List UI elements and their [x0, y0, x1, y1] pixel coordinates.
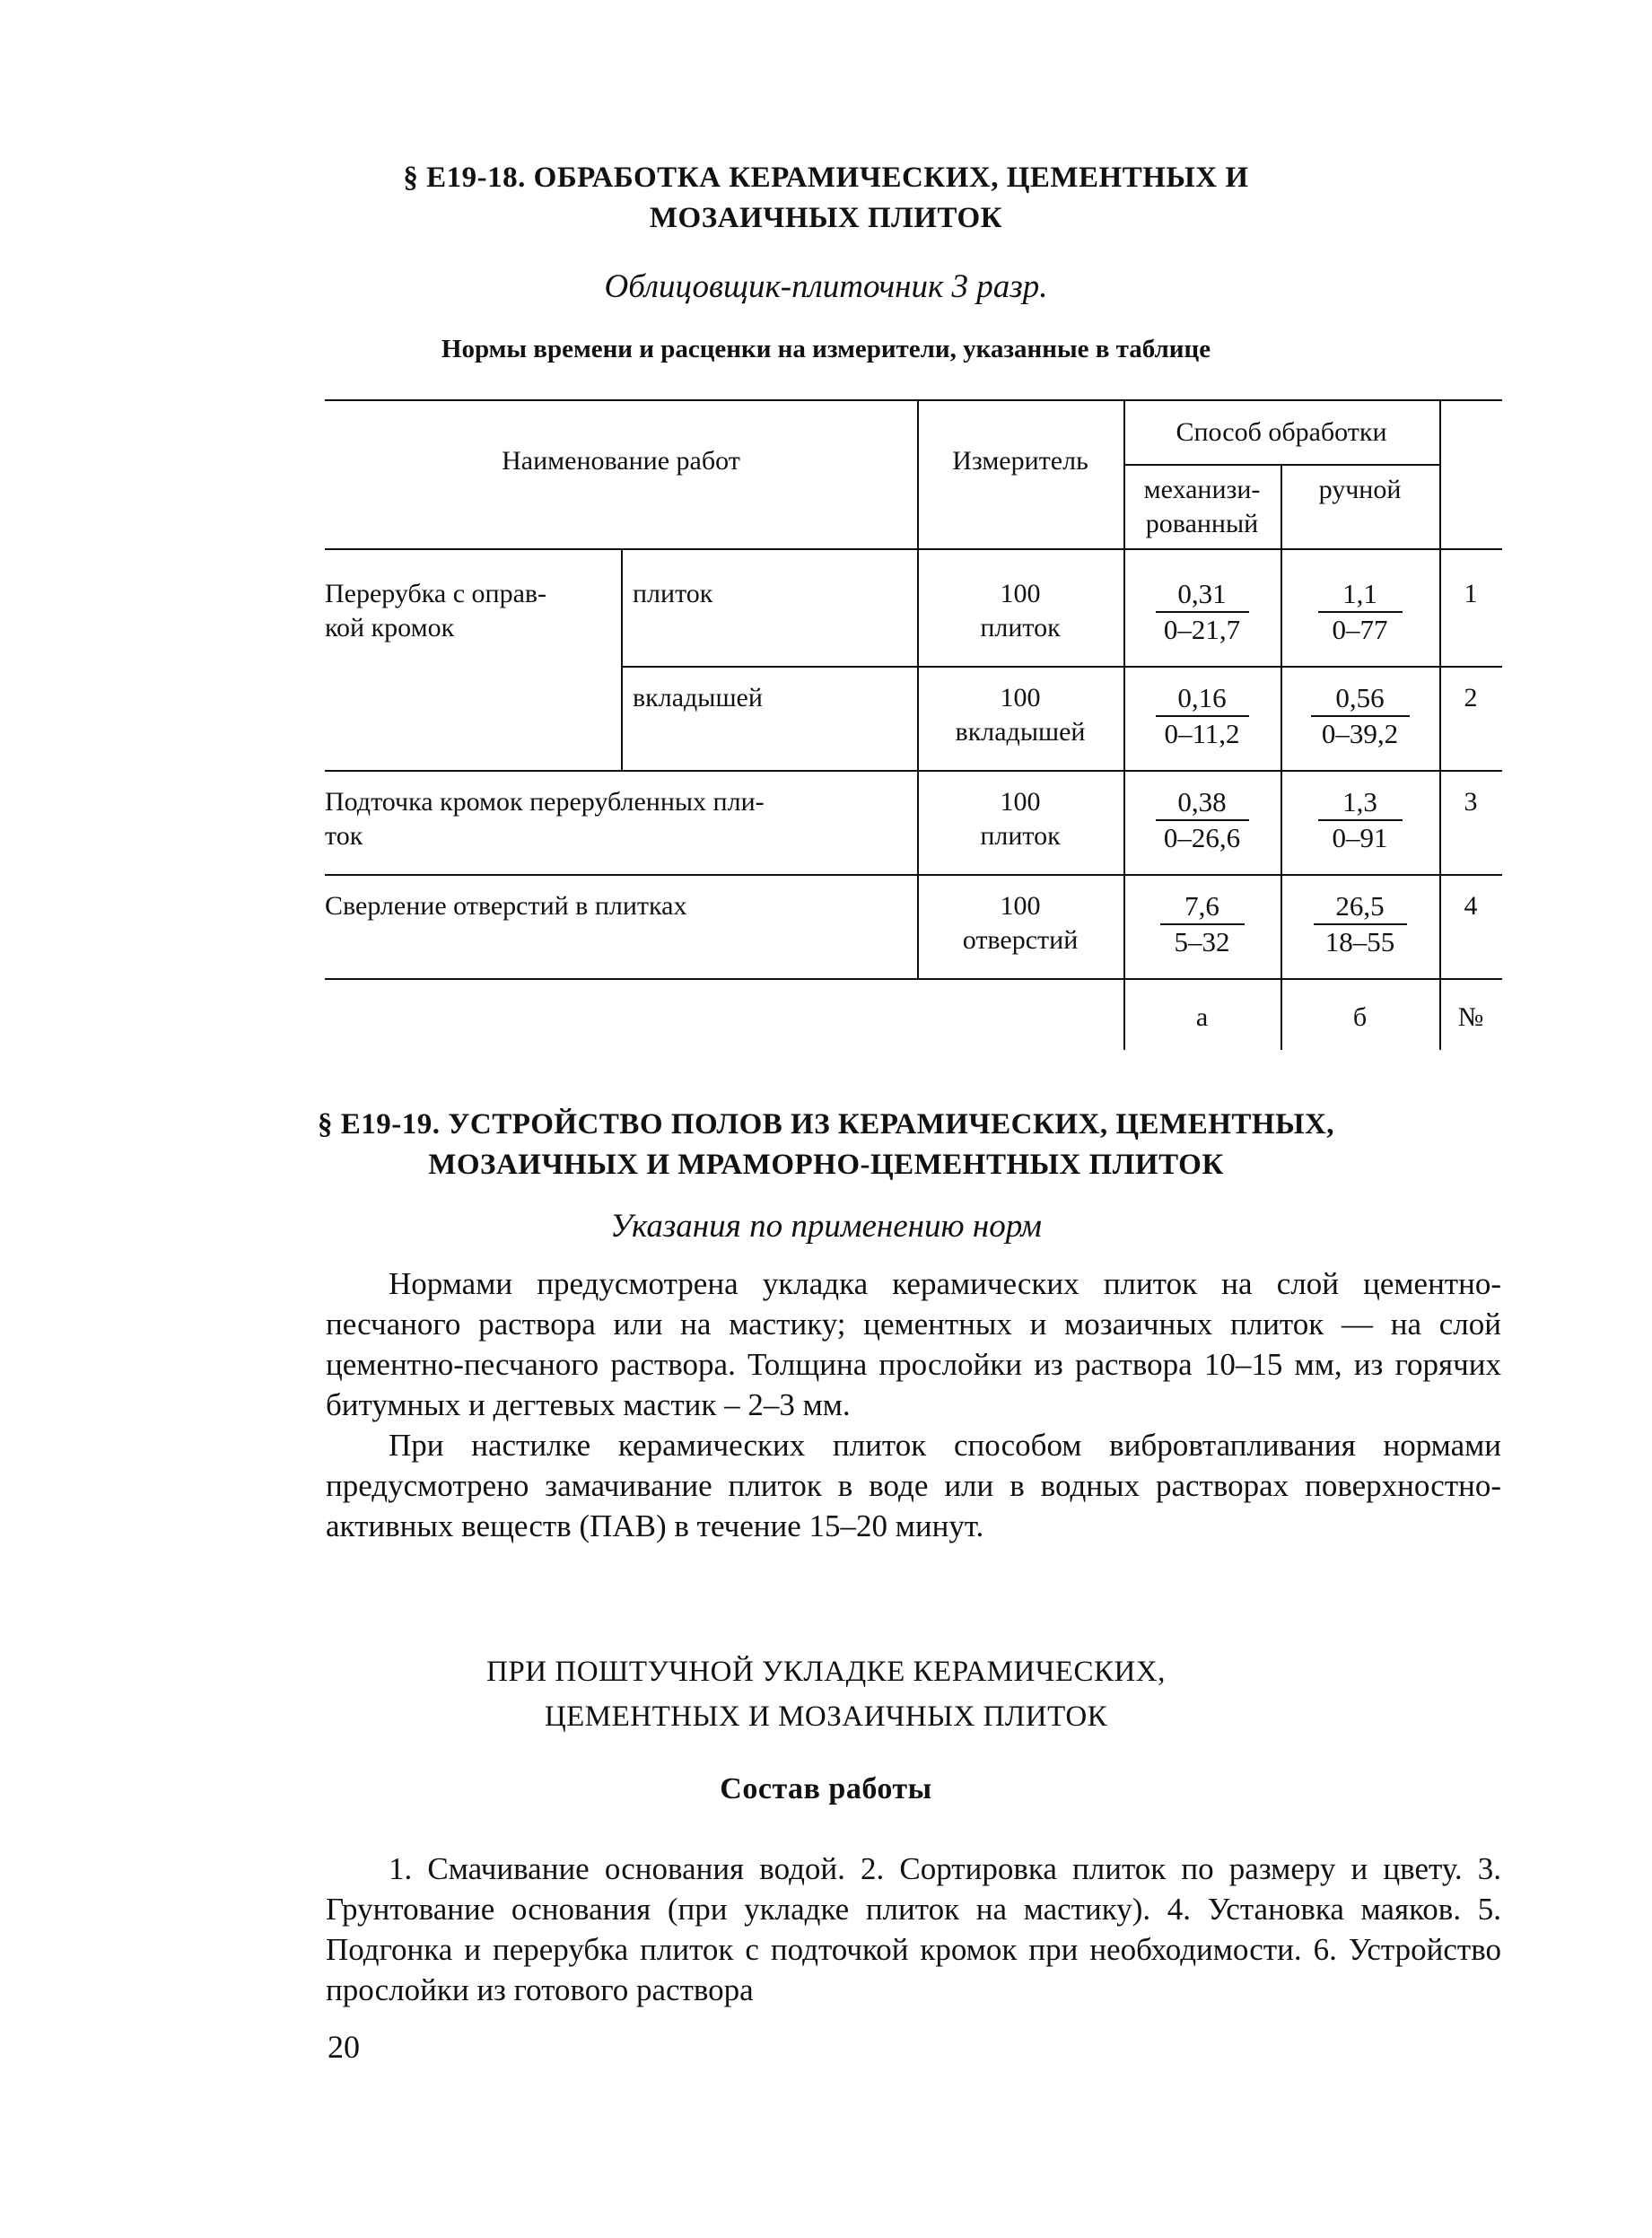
row3-unit: 100 плиток [980, 787, 1061, 851]
row4-manual [1281, 889, 1439, 959]
row4-manual-rate: 18–55 [1314, 923, 1407, 959]
column-label-b: б [1352, 1002, 1368, 1032]
row4-mech [1123, 889, 1281, 959]
section2-subtitle: Указания по применению норм [610, 1208, 1042, 1245]
row3-manual [1281, 785, 1439, 855]
row4-mech-norm: 7,6 [1184, 890, 1219, 922]
row2-unit: 100 вкладышей [955, 683, 1086, 747]
row2-subname: вкладышей [633, 683, 763, 712]
section3-text [326, 1849, 1501, 2010]
section2-text [326, 1263, 1501, 1546]
row1-unit: 100 плиток [980, 579, 1061, 643]
header-unit: Измеритель [952, 446, 1088, 476]
paragraph-3: 1. Смачивание основания водой. 2. Сортировка плиток по размеру и цвету. 3. Грунтование основания (при укладке плиток на мастику). 4. Установка маяков. 5. Подгонка и перерубка плиток с подточкой кромок при необходимости. 6. Устройство прослойки из готового раствора [326, 1851, 1501, 2007]
norms-caption: Нормы времени и расценки на измерители, указанные в таблице [441, 335, 1211, 363]
row2-mech-norm: 0,16 [1177, 682, 1227, 713]
paragraph-1: Нормами предусмотрена укладка керамических плиток на слой цементно-песчаного раствора или на мастику; цементных и мозаичных плиток — на слой цементно-песчаного раствора. Толщина прослойки из раствора 10–15 мм, из горячих битумных и дегтевых мастик – 2–3 мм. [326, 1266, 1501, 1422]
paragraph-2: При настилке керамических плиток способом вибровтапливания нормами предусмотрено замачивание плиток в воде или в водных растворах поверхностно-активных веществ (ПАВ) в течение 15–20 минут. [326, 1428, 1501, 1543]
section-title-line1: § Е19-18. ОБРАБОТКА КЕРАМИЧЕСКИХ, ЦЕМЕНТНЫХ И [403, 162, 1249, 194]
row2-manual [1281, 681, 1439, 751]
column-label-number: № [1457, 1002, 1484, 1032]
norms-table [325, 399, 1502, 1063]
section3-title-line1: ПРИ ПОШТУЧНОЙ УКЛАДКЕ КЕРАМИЧЕСКИХ, [486, 1656, 1166, 1688]
row4-mech-rate: 5–32 [1160, 923, 1245, 959]
section2-title-line2: МОЗАИЧНЫХ И МРАМОРНО-ЦЕМЕНТНЫХ ПЛИТОК [428, 1149, 1224, 1181]
header-name: Наименование работ [502, 446, 740, 476]
section3-title-line2: ЦЕМЕНТНЫХ И МОЗАИЧНЫХ ПЛИТОК [544, 1700, 1108, 1733]
row3-manual-norm: 1,3 [1342, 786, 1377, 817]
row3-mech [1123, 785, 1281, 855]
row4-manual-norm: 26,5 [1335, 890, 1385, 922]
worker-grade: Облицовщик-плиточник 3 разр. [604, 268, 1048, 305]
row1-name: Перерубка с оправ- кой кромок [325, 579, 547, 643]
section2-title-line1: § Е19-19. УСТРОЙСТВО ПОЛОВ ИЗ КЕРАМИЧЕСКИХ, ЦЕМЕНТНЫХ, [317, 1108, 1335, 1141]
row4-unit: 100 отверстий [962, 891, 1079, 955]
row3-mech-rate: 0–26,6 [1156, 819, 1249, 855]
row3-name: Подточка кромок перерубленных пли- ток [325, 787, 765, 851]
header-method: Способ обработки [1176, 417, 1387, 447]
row4-name: Сверление отверстий в плитках [325, 891, 687, 921]
row1-mech [1123, 577, 1281, 647]
row2-mech [1123, 681, 1281, 751]
row1-manual-rate: 0–77 [1318, 611, 1403, 647]
row3-manual-rate: 0–91 [1318, 819, 1403, 855]
row1-subname: плиток [633, 579, 713, 608]
row2-mech-rate: 0–11,2 [1156, 715, 1249, 751]
row2-manual-rate: 0–39,2 [1311, 715, 1410, 751]
row1-mech-norm: 0,31 [1177, 578, 1227, 609]
row3-mech-norm: 0,38 [1177, 786, 1227, 817]
section3-subtitle: Состав работы [720, 1772, 932, 1805]
header-mechanized: механизи- рованный [1143, 475, 1261, 538]
row2-number: 2 [1464, 683, 1478, 712]
row4-number: 4 [1464, 891, 1478, 921]
page-number: 20 [328, 2029, 360, 2065]
row1-manual [1281, 577, 1439, 647]
row3-number: 3 [1464, 787, 1478, 817]
header-manual: ручной [1318, 475, 1402, 504]
row1-manual-norm: 1,1 [1342, 578, 1377, 609]
column-label-a: а [1195, 1002, 1209, 1032]
row1-mech-rate: 0–21,7 [1156, 611, 1249, 647]
row1-number: 1 [1464, 579, 1478, 608]
row2-manual-norm: 0,56 [1335, 682, 1385, 713]
section-title-line2: МОЗАИЧНЫХ ПЛИТОК [649, 202, 1003, 234]
